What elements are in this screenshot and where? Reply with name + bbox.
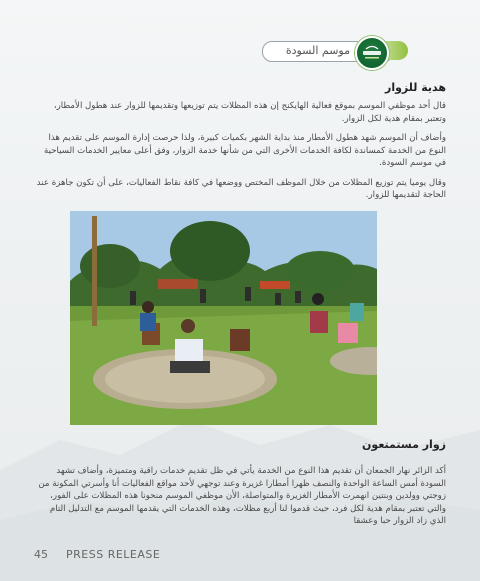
event-photo [70,211,377,425]
page-number: 45 [34,548,48,561]
section-visitors [34,438,446,535]
crest-logo-icon [355,36,389,70]
paragraph: وقال يوميا يتم توزيع المظلات من خلال الموظف المختص ووضعها في كافة نقاط الفعاليات، على أن تكون جاهزة عند الحاجة لتقديمها للزوار. [36,177,446,200]
paragraph: وأضاف أن الموسم شهد هطول الأمطار منذ بداية الشهر بكميات كبيرة، ولذا حرصت إدارة الموسم على تقديم هذا النوع من الخدمة كمساندة لكافة الخدمات الأخرى التي من شأنها خدمة الزوار، وفق أعلى معايير الخدمات السياحية في موسم السودة. [44,133,446,168]
section-title: هدية للزوار [384,81,446,94]
header-label: موسم السودة [285,44,350,57]
paragraph: قال أحد موظفي الموسم بموقع فعالية الهايكنج إن هذه المظلات يتم توزيعها وتقديمها للزوار عند هطول الأمطار، وتعتبر بمقام هدية لكل الزوار. [53,101,446,124]
paragraph: أكد الزائر نهار الجمعان أن تقديم هذا النوع من الخدمة يأتي في ظل تقديم خدمات راقية ومتميزة، وأضاف تشهد السودة أمس الساعة الواحدة والنصف ظهرا أمطارا غزيرة وعند توجهي لأحد مواقع الفعاليات أنا وأسرتي المكونة من زوجتي وولدين وبنتين انهمرت الأمطار الغزيرة والمتواصلة، الأن موظفي الموسم منحونا هذه المظلات على الفور، والتي تعتبر بمقام هدية لكل فرد، حيث قدموا لنا أربع مظلات، وهذه الخدمات التي يقدمها الموسم مع التدليل التام الذي زاد الزوار حبا وعشقا [38,466,446,526]
section-gift [34,81,446,209]
section-title: زوار مستمتعون [362,438,446,451]
footer-label: PRESS RELEASE [66,548,161,561]
